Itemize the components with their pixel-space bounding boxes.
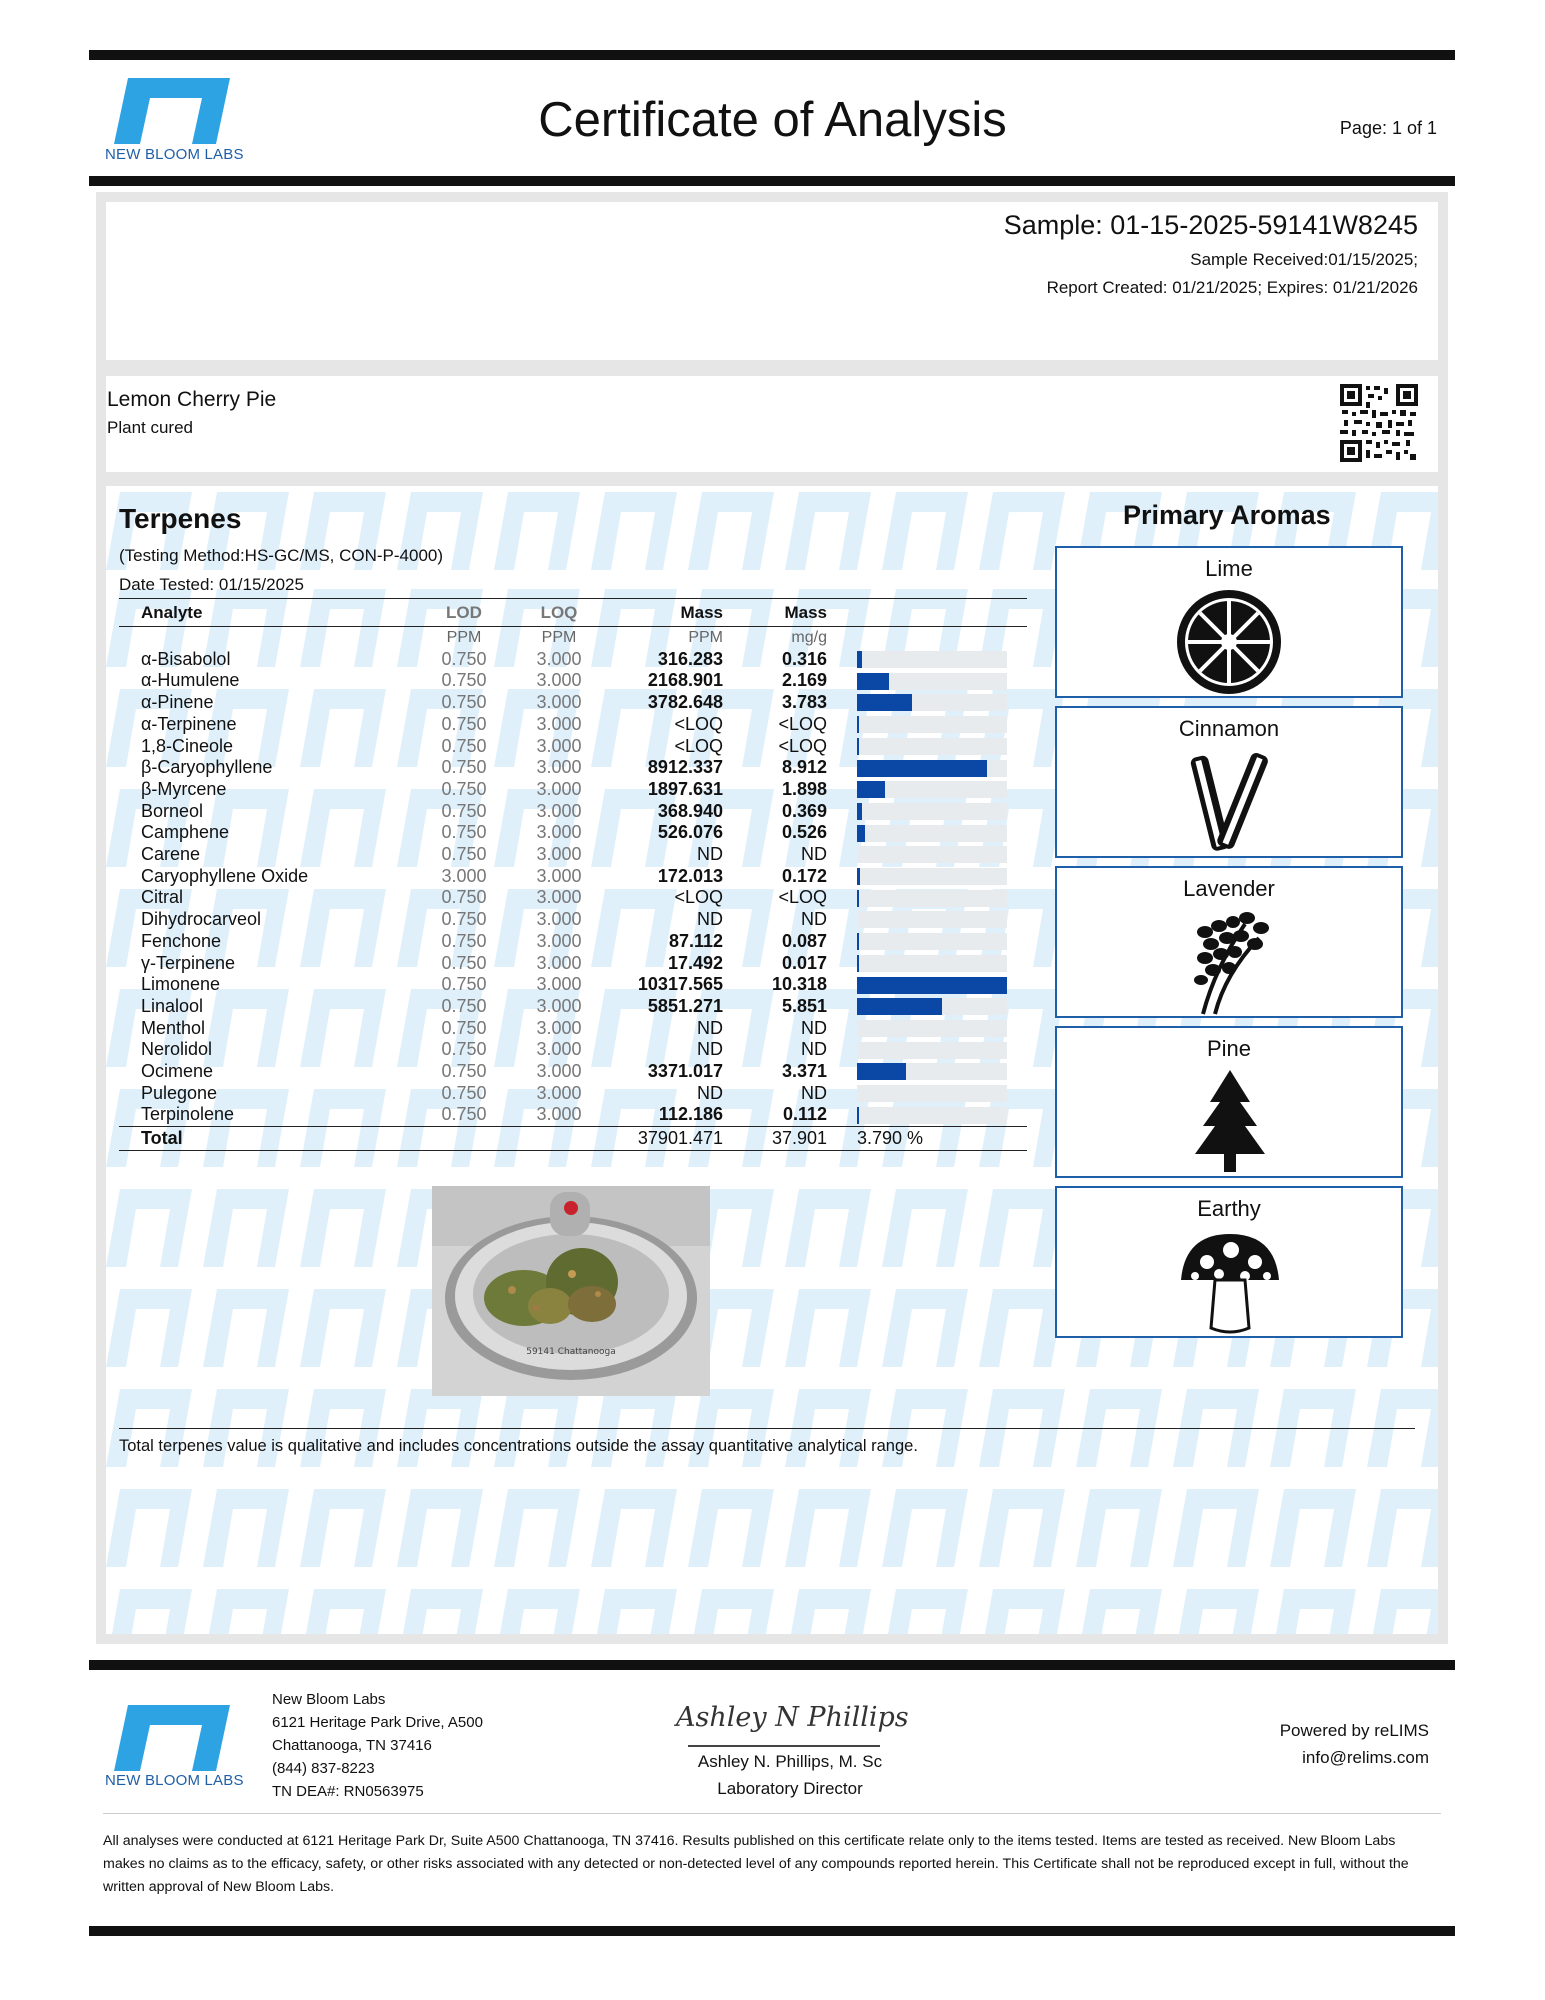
lod-value: 0.750 bbox=[441, 952, 487, 973]
terpenes-table bbox=[119, 598, 1027, 1151]
mushroom-icon bbox=[1175, 1228, 1285, 1338]
analyte-name: Carene bbox=[141, 844, 201, 865]
analyte-name: α-Terpinene bbox=[141, 713, 237, 734]
loq-value: 3.000 bbox=[536, 865, 582, 886]
lod-value: 0.750 bbox=[441, 1017, 487, 1038]
unit-mg: mg/g bbox=[791, 629, 827, 646]
bar-track bbox=[857, 716, 1007, 733]
mass-mg-value: <LOQ bbox=[778, 735, 827, 756]
cinnamon-icon bbox=[1175, 748, 1285, 858]
table-row bbox=[119, 909, 1027, 931]
loq-value: 3.000 bbox=[536, 1104, 582, 1125]
lab-dea: TN DEA#: RN0563975 bbox=[272, 1783, 424, 1800]
watermark-icon bbox=[197, 1587, 293, 1634]
concentration-bar bbox=[857, 781, 885, 798]
analyte-name: Camphene bbox=[141, 822, 230, 843]
mass-ppm-value: 10317.565 bbox=[637, 974, 723, 995]
loq-value: 3.000 bbox=[536, 1039, 582, 1060]
bar-track bbox=[857, 1107, 1007, 1124]
mass-mg-value: ND bbox=[801, 1017, 827, 1038]
table-row bbox=[119, 844, 1027, 866]
mass-ppm-value: 112.186 bbox=[658, 1104, 723, 1125]
mass-ppm-value: 87.112 bbox=[668, 930, 723, 951]
bar-track bbox=[857, 998, 1007, 1015]
table-row bbox=[119, 1104, 1027, 1126]
table-row bbox=[119, 931, 1027, 953]
total-row bbox=[119, 1127, 1027, 1151]
product-box bbox=[106, 376, 1438, 472]
header-rule bbox=[89, 176, 1455, 186]
analyte-name: α-Pinene bbox=[141, 692, 214, 713]
aroma-cinnamon bbox=[1055, 706, 1403, 858]
table-row bbox=[119, 822, 1027, 844]
watermark-icon bbox=[779, 1487, 875, 1569]
mass-ppm-value: ND bbox=[697, 1017, 723, 1038]
col-analyte: Analyte bbox=[119, 599, 419, 627]
watermark-icon bbox=[682, 490, 778, 572]
table-row bbox=[119, 649, 1027, 671]
loq-value: 3.000 bbox=[536, 822, 582, 843]
analyte-name: Linalool bbox=[141, 995, 204, 1016]
total-ppm: 37901.471 bbox=[609, 1127, 729, 1151]
mass-ppm-value: 526.076 bbox=[657, 822, 723, 843]
lod-value: 0.750 bbox=[441, 974, 487, 995]
table-row bbox=[119, 1083, 1027, 1105]
sample-id: Sample: 01-15-2025-59141W8245 bbox=[1003, 210, 1418, 240]
concentration-bar bbox=[857, 760, 987, 777]
concentration-bar bbox=[857, 955, 859, 972]
unit-ppm: PPM bbox=[688, 629, 723, 646]
col-bar bbox=[833, 599, 1027, 627]
lod-value: 0.750 bbox=[441, 844, 487, 865]
lod-value: 0.750 bbox=[441, 822, 487, 843]
mass-mg-value: <LOQ bbox=[778, 887, 827, 908]
bar-track bbox=[857, 868, 1007, 885]
lod-value: 0.750 bbox=[441, 995, 487, 1016]
table-row bbox=[119, 1039, 1027, 1061]
concentration-bar bbox=[857, 803, 862, 820]
table-row bbox=[119, 779, 1027, 801]
watermark-icon bbox=[488, 490, 584, 572]
analyte-name: α-Bisabolol bbox=[141, 648, 231, 669]
concentration-bar bbox=[857, 890, 859, 907]
lod-value: 0.750 bbox=[441, 692, 487, 713]
footer-divider bbox=[103, 1813, 1441, 1814]
loq-value: 3.000 bbox=[536, 778, 582, 799]
signer-name: Ashley N. Phillips, M. Sc bbox=[697, 1752, 883, 1771]
analyte-name: Menthol bbox=[141, 1017, 206, 1038]
aroma-label: Lime bbox=[1205, 556, 1253, 581]
watermark-icon bbox=[1167, 1587, 1263, 1634]
address-line-1: 6121 Heritage Park Drive, A500 bbox=[272, 1714, 483, 1731]
mass-mg-value: 8.912 bbox=[781, 757, 827, 778]
logo-mark-icon bbox=[106, 1703, 236, 1773]
watermark-icon bbox=[294, 1487, 390, 1569]
loq-value: 3.000 bbox=[536, 887, 582, 908]
watermark-icon bbox=[197, 1187, 293, 1269]
table-row bbox=[119, 736, 1027, 758]
table-row bbox=[119, 953, 1027, 975]
table-row bbox=[119, 887, 1027, 909]
aroma-pine bbox=[1055, 1026, 1403, 1178]
lod-value: 0.750 bbox=[441, 887, 487, 908]
watermark-icon bbox=[585, 1587, 681, 1634]
watermark-icon bbox=[488, 1587, 584, 1634]
mass-mg-value: 0.526 bbox=[781, 822, 827, 843]
terpenes-note: Total terpenes value is qualitative and includes concentrations outside the assay quantitative analytical range. bbox=[119, 1428, 1415, 1456]
watermark-icon bbox=[876, 1287, 972, 1369]
table-row bbox=[119, 974, 1027, 996]
concentration-bar bbox=[857, 825, 865, 842]
watermark-icon bbox=[876, 1487, 972, 1569]
loq-value: 3.000 bbox=[536, 909, 582, 930]
table-row bbox=[119, 1061, 1027, 1083]
table-header-row bbox=[119, 599, 1027, 627]
report-dates: Report Created: 01/21/2025; Expires: 01/21/2026 bbox=[1046, 278, 1418, 297]
bar-track bbox=[857, 651, 1007, 668]
unit-lod: PPM bbox=[446, 629, 482, 646]
watermark-icon bbox=[197, 1287, 293, 1369]
mass-ppm-value: ND bbox=[697, 844, 723, 865]
powered-by bbox=[1280, 1717, 1429, 1771]
loq-value: 3.000 bbox=[536, 930, 582, 951]
testing-method: (Testing Method:HS-GC/MS, CON-P-4000) bbox=[119, 546, 444, 565]
page-number: Page: 1 of 1 bbox=[1339, 118, 1437, 138]
bar-track bbox=[857, 977, 1007, 994]
bar-track bbox=[857, 781, 1007, 798]
analyte-name: Borneol bbox=[141, 800, 204, 821]
watermark-icon bbox=[585, 1487, 681, 1569]
watermark-icon bbox=[779, 1587, 875, 1634]
watermark-icon bbox=[106, 1487, 196, 1569]
lod-value: 0.750 bbox=[441, 757, 487, 778]
lod-value: 0.750 bbox=[441, 909, 487, 930]
concentration-bar bbox=[857, 977, 1007, 994]
analyte-name: Ocimene bbox=[141, 1061, 214, 1082]
disclaimer-text: All analyses were conducted at 6121 Heritage Park Dr, Suite A500 Chattanooga, TN 37416. Results published on this certificate relate only to the items tested. Items are tested as received. New Bloom Labs makes no claims as to the efficacy, safety, or other risks associated with any detected or non-detected level of any compounds reported herein. This Certificate shall not be reproduced except in full, without the written approval of New Bloom Labs. bbox=[103, 1833, 1409, 1895]
mass-mg-value: <LOQ bbox=[778, 713, 827, 734]
concentration-bar bbox=[857, 998, 942, 1015]
lod-value: 0.750 bbox=[441, 1104, 487, 1125]
table-row bbox=[119, 1018, 1027, 1040]
analyte-name: Dihydrocarveol bbox=[141, 909, 262, 930]
lime-icon bbox=[1175, 588, 1287, 700]
bar-track bbox=[857, 1085, 1007, 1102]
analyte-name: Limonene bbox=[141, 974, 221, 995]
mass-mg-value: ND bbox=[801, 909, 827, 930]
lod-value: 0.750 bbox=[441, 713, 487, 734]
watermark-icon bbox=[682, 1487, 778, 1569]
col-mass-ppm: Mass bbox=[609, 599, 729, 627]
concentration-bar bbox=[857, 694, 912, 711]
mass-mg-value: 0.316 bbox=[781, 648, 827, 669]
watermark-icon bbox=[294, 1287, 390, 1369]
loq-value: 3.000 bbox=[536, 1061, 582, 1082]
loq-value: 3.000 bbox=[536, 1082, 582, 1103]
footer-top-rule bbox=[89, 1660, 1455, 1670]
bar-track bbox=[857, 890, 1007, 907]
watermark-icon bbox=[973, 1587, 1069, 1634]
aroma-label: Earthy bbox=[1197, 1196, 1261, 1221]
lod-value: 0.750 bbox=[441, 800, 487, 821]
lod-value: 0.750 bbox=[441, 1039, 487, 1060]
bar-track bbox=[857, 846, 1007, 863]
svg-text:Ashley N Phillips: Ashley N Phillips bbox=[676, 1702, 909, 1733]
table-row bbox=[119, 866, 1027, 888]
analyte-name: Fenchone bbox=[141, 930, 222, 951]
watermark-icon bbox=[876, 1587, 972, 1634]
footer-logo-text: NEW BLOOM LABS bbox=[105, 1772, 244, 1789]
lab-name: New Bloom Labs bbox=[272, 1691, 386, 1708]
watermark-icon bbox=[585, 490, 681, 572]
watermark-icon bbox=[1070, 1487, 1166, 1569]
table-row bbox=[119, 757, 1027, 779]
logo-text: NEW BLOOM LABS bbox=[105, 146, 244, 163]
watermark-icon bbox=[779, 490, 875, 572]
aroma-lavender bbox=[1055, 866, 1403, 1018]
footer-logo bbox=[106, 1703, 236, 1777]
terpenes-title: Terpenes bbox=[119, 503, 242, 534]
mass-ppm-value: <LOQ bbox=[674, 713, 723, 734]
mass-mg-value: 2.169 bbox=[781, 670, 827, 691]
watermark-icon bbox=[106, 1187, 196, 1269]
watermark-icon bbox=[391, 1587, 487, 1634]
concentration-bar bbox=[857, 1107, 859, 1124]
mass-ppm-value: 3371.017 bbox=[647, 1061, 723, 1082]
mass-mg-value: 0.017 bbox=[781, 952, 827, 973]
sample-received: Sample Received:01/15/2025; bbox=[1190, 250, 1418, 269]
total-label: Total bbox=[119, 1127, 419, 1151]
analyte-name: Pulegone bbox=[141, 1082, 218, 1103]
watermark-icon bbox=[294, 1587, 390, 1634]
total-mg: 37.901 bbox=[729, 1127, 833, 1151]
watermark-icon bbox=[391, 1487, 487, 1569]
watermark-icon bbox=[197, 1487, 293, 1569]
analyte-name: Caryophyllene Oxide bbox=[141, 865, 309, 886]
watermark-icon bbox=[779, 1287, 875, 1369]
lab-address bbox=[272, 1688, 483, 1803]
loq-value: 3.000 bbox=[536, 974, 582, 995]
mass-ppm-value: 1897.631 bbox=[647, 778, 723, 799]
mass-mg-value: 3.371 bbox=[781, 1061, 827, 1082]
contact-email[interactable]: info@relims.com bbox=[1302, 1748, 1429, 1767]
analyte-name: β-Myrcene bbox=[141, 778, 227, 799]
date-tested: Date Tested: 01/15/2025 bbox=[119, 575, 304, 594]
table-row bbox=[119, 801, 1027, 823]
bar-track bbox=[857, 911, 1007, 928]
lod-value: 0.750 bbox=[441, 648, 487, 669]
aroma-label: Pine bbox=[1206, 1036, 1252, 1061]
mass-mg-value: ND bbox=[801, 1039, 827, 1060]
bar-track bbox=[857, 694, 1007, 711]
watermark-icon bbox=[1167, 1487, 1263, 1569]
bar-track bbox=[857, 1063, 1007, 1080]
mass-ppm-value: ND bbox=[697, 909, 723, 930]
signature-line bbox=[688, 1745, 880, 1747]
watermark-icon bbox=[488, 1487, 584, 1569]
sample-photo bbox=[432, 1186, 710, 1396]
watermark-icon bbox=[1264, 1587, 1360, 1634]
col-loq: LOQ bbox=[509, 599, 609, 627]
mass-ppm-value: 172.013 bbox=[657, 865, 723, 886]
bar-track bbox=[857, 760, 1007, 777]
watermark-icon bbox=[876, 490, 972, 572]
unit-loq: PPM bbox=[541, 629, 577, 646]
watermark-icon bbox=[779, 1187, 875, 1269]
analyte-name: Nerolidol bbox=[141, 1039, 213, 1060]
aroma-label: Cinnamon bbox=[1178, 716, 1280, 741]
bottom-rule bbox=[89, 1926, 1455, 1936]
loq-value: 3.000 bbox=[536, 648, 582, 669]
watermark-icon bbox=[1264, 1487, 1360, 1569]
watermark-icon bbox=[682, 1587, 778, 1634]
loq-value: 3.000 bbox=[536, 735, 582, 756]
concentration-bar bbox=[857, 651, 862, 668]
table-row bbox=[119, 692, 1027, 714]
loq-value: 3.000 bbox=[536, 692, 582, 713]
mass-ppm-value: 3782.648 bbox=[647, 692, 723, 713]
qr-code-icon[interactable] bbox=[1340, 384, 1418, 466]
mass-ppm-value: 17.492 bbox=[667, 952, 723, 973]
loq-value: 3.000 bbox=[536, 844, 582, 865]
analyte-name: β-Caryophyllene bbox=[141, 757, 273, 778]
mass-mg-value: 10.318 bbox=[771, 974, 827, 995]
aroma-lime bbox=[1055, 546, 1403, 698]
lod-value: 0.750 bbox=[441, 1082, 487, 1103]
concentration-bar bbox=[857, 716, 859, 733]
mass-mg-value: ND bbox=[801, 1082, 827, 1103]
mass-mg-value: 0.112 bbox=[782, 1104, 827, 1125]
mass-mg-value: 3.783 bbox=[781, 692, 827, 713]
lod-value: 0.750 bbox=[441, 670, 487, 691]
lod-value: 0.750 bbox=[441, 930, 487, 951]
bar-track bbox=[857, 955, 1007, 972]
product-name: Lemon Cherry Pie bbox=[107, 388, 277, 411]
watermark-icon bbox=[1361, 1487, 1438, 1569]
mass-ppm-value: 368.940 bbox=[657, 800, 723, 821]
bar-track bbox=[857, 803, 1007, 820]
total-percent: 3.790 % bbox=[833, 1127, 1027, 1151]
bar-track bbox=[857, 1042, 1007, 1059]
mass-ppm-value: ND bbox=[697, 1039, 723, 1060]
watermark-icon bbox=[1070, 1587, 1166, 1634]
loq-value: 3.000 bbox=[536, 757, 582, 778]
col-mass-mg: Mass bbox=[729, 599, 833, 627]
mass-mg-value: ND bbox=[801, 844, 827, 865]
loq-value: 3.000 bbox=[536, 995, 582, 1016]
loq-value: 3.000 bbox=[536, 1017, 582, 1038]
loq-value: 3.000 bbox=[536, 952, 582, 973]
loq-value: 3.000 bbox=[536, 800, 582, 821]
lod-value: 0.750 bbox=[441, 778, 487, 799]
aroma-label: Lavender bbox=[1183, 876, 1275, 901]
mass-ppm-value: 2168.901 bbox=[647, 670, 723, 691]
watermark-icon bbox=[294, 1187, 390, 1269]
mass-ppm-value: 5851.271 bbox=[647, 995, 723, 1016]
mass-ppm-value: 316.283 bbox=[657, 648, 723, 669]
table-row bbox=[119, 996, 1027, 1018]
table-row bbox=[119, 714, 1027, 736]
concentration-bar bbox=[857, 673, 889, 690]
pine-icon bbox=[1175, 1068, 1285, 1178]
loq-value: 3.000 bbox=[536, 713, 582, 734]
watermark-icon bbox=[876, 1187, 972, 1269]
analyte-name: Citral bbox=[141, 887, 184, 908]
table-row bbox=[119, 670, 1027, 692]
lod-value: 3.000 bbox=[441, 865, 487, 886]
watermark-icon bbox=[106, 1287, 196, 1369]
units-row bbox=[119, 627, 1027, 649]
mass-ppm-value: <LOQ bbox=[674, 735, 723, 756]
lod-value: 0.750 bbox=[441, 1061, 487, 1082]
mass-mg-value: 0.369 bbox=[781, 800, 827, 821]
address-line-2: Chattanooga, TN 37416 bbox=[272, 1737, 432, 1754]
mass-mg-value: 0.087 bbox=[781, 930, 827, 951]
mass-mg-value: 5.851 bbox=[781, 995, 827, 1016]
tray-text: 59141 Chattanooga bbox=[526, 1347, 616, 1357]
mass-ppm-value: ND bbox=[697, 1082, 723, 1103]
aromas-title: Primary Aromas bbox=[1123, 500, 1331, 530]
analyte-name: γ-Terpinene bbox=[141, 952, 236, 973]
watermark-icon bbox=[1361, 1587, 1438, 1634]
lab-phone: (844) 837-8223 bbox=[272, 1760, 375, 1777]
analyte-name: Terpinolene bbox=[141, 1104, 235, 1125]
mass-ppm-value: 8912.337 bbox=[647, 757, 723, 778]
lavender-icon bbox=[1175, 908, 1285, 1018]
watermark-icon bbox=[973, 1487, 1069, 1569]
watermark-icon bbox=[106, 1587, 196, 1634]
bar-track bbox=[857, 738, 1007, 755]
product-type: Plant cured bbox=[107, 418, 193, 437]
page-title: Certificate of Analysis bbox=[538, 93, 1007, 147]
signer-title: Laboratory Director bbox=[717, 1779, 863, 1798]
concentration-bar bbox=[857, 933, 859, 950]
powered-by-text: Powered by reLIMS bbox=[1279, 1721, 1429, 1740]
signature-image bbox=[672, 1690, 912, 1742]
bar-track bbox=[857, 673, 1007, 690]
col-lod: LOD bbox=[419, 599, 509, 627]
bar-track bbox=[857, 1020, 1007, 1037]
concentration-bar bbox=[857, 738, 859, 755]
mass-mg-value: 1.898 bbox=[781, 778, 827, 799]
mass-ppm-value: <LOQ bbox=[674, 887, 723, 908]
analyte-name: 1,8-Cineole bbox=[141, 735, 234, 756]
bar-track bbox=[857, 825, 1007, 842]
concentration-bar bbox=[857, 868, 860, 885]
top-rule bbox=[89, 50, 1455, 60]
analyte-name: α-Humulene bbox=[141, 670, 240, 691]
bar-track bbox=[857, 933, 1007, 950]
aroma-earthy bbox=[1055, 1186, 1403, 1338]
lod-value: 0.750 bbox=[441, 735, 487, 756]
loq-value: 3.000 bbox=[536, 670, 582, 691]
mass-mg-value: 0.172 bbox=[781, 865, 827, 886]
concentration-bar bbox=[857, 1063, 906, 1080]
